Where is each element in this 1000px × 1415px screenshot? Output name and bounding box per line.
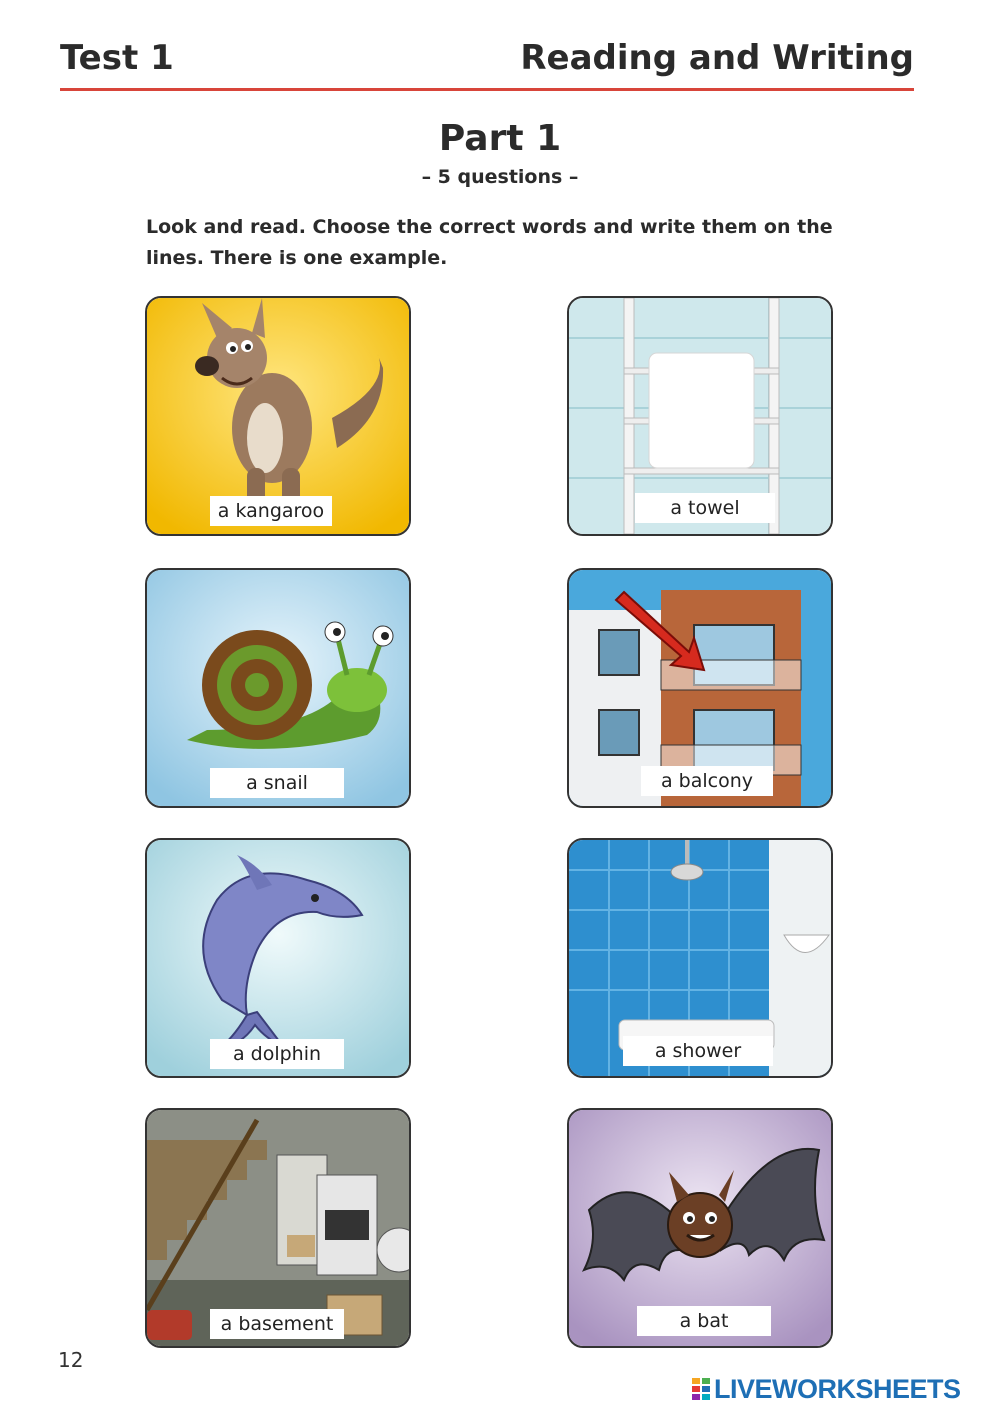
card-label: a snail [210,768,344,798]
picture-card-dolphin [145,838,411,1078]
picture-card-towel [567,296,833,536]
header-divider [60,88,914,91]
picture-card-bat [567,1108,833,1348]
picture-card-shower [567,838,833,1078]
page-number: 12 [58,1348,84,1372]
liveworksheets-logo [692,1374,961,1404]
picture-card-kangaroo [145,296,411,536]
picture-card-balcony [567,568,833,808]
card-label: a dolphin [210,1039,344,1069]
test-title: Test 1 [60,38,174,78]
card-label: a bat [637,1306,771,1336]
brand-name: LIVEWORKSHEETS [714,1373,961,1404]
part-subtitle: – 5 questions – [421,166,579,188]
card-label: a basement [210,1309,344,1339]
liveworksheets-mark-icon [692,1378,710,1400]
picture-card-basement [145,1108,411,1348]
card-label: a shower [623,1036,773,1066]
card-label: a balcony [641,766,773,796]
part-title: Part 1 [438,118,562,159]
picture-card-snail [145,568,411,808]
card-label: a towel [635,493,775,523]
card-label: a kangaroo [210,496,332,526]
instructions: Look and read. Choose the correct words and write them on the lines. There is one example. [146,216,833,269]
section-title: Reading and Writing [520,38,914,78]
